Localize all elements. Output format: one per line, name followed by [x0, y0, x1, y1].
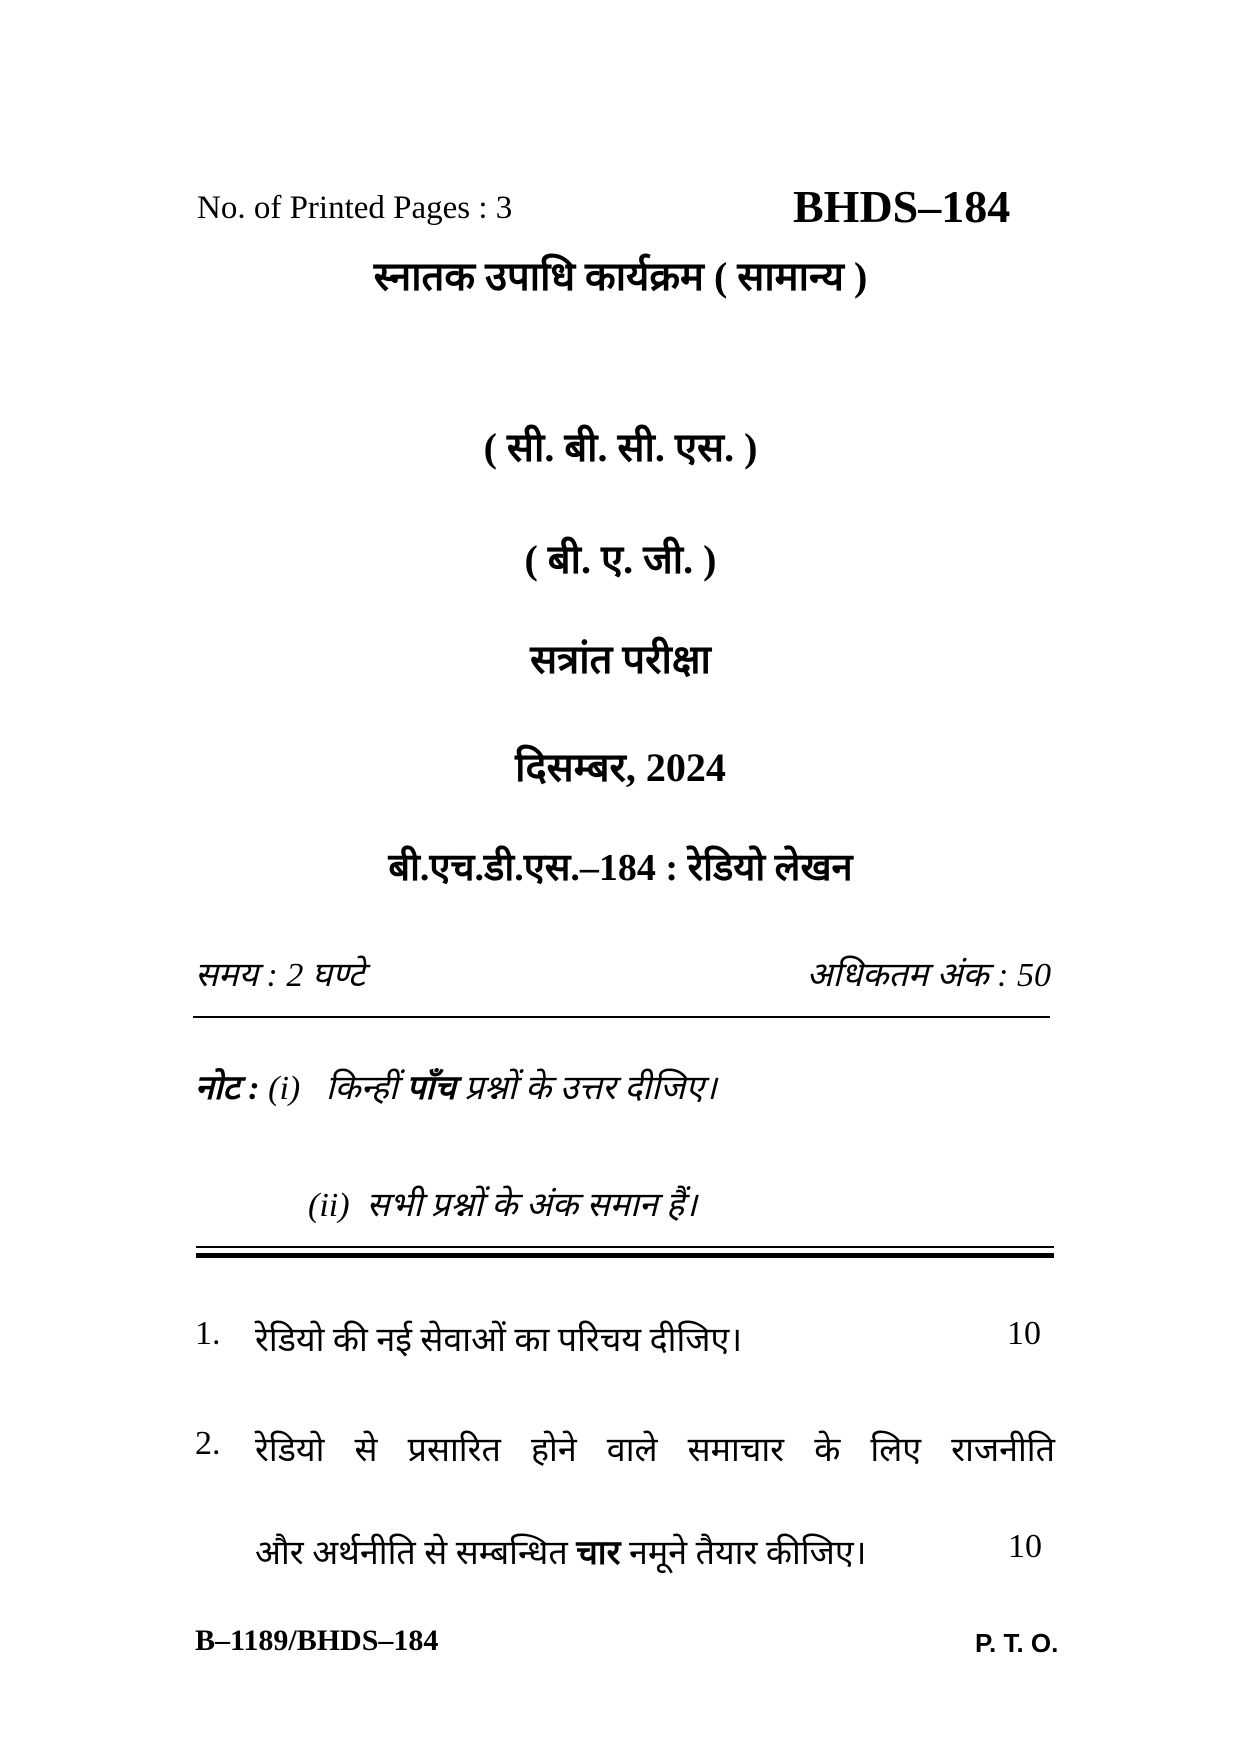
note-item-1	[195, 1063, 717, 1109]
course-code: BHDS–184	[793, 181, 1011, 232]
note-item-number: (i)	[268, 1070, 301, 1107]
please-turn-over: P. T. O.	[975, 1628, 1059, 1658]
exam-title: सत्रांत परीक्षा	[530, 637, 711, 682]
footer-code: B–1189/BHDS–184	[195, 1624, 439, 1657]
question-text: नमूने तैयार कीजिए।	[629, 1535, 867, 1572]
paper-title: बी.एच.डी.एस.–184 : रेडियो लेखन	[388, 847, 853, 889]
question-text: रेडियो से प्रसारित होने वाले समाचार के लिए राजनीति	[255, 1432, 1055, 1469]
question-marks: 10	[1008, 1528, 1042, 1565]
question-emphasis: चार	[576, 1535, 621, 1572]
maximum-marks: अधिकतम अंक : 50	[806, 957, 1051, 994]
session-date: दिसम्बर, 2024	[515, 745, 726, 790]
programme-title: स्नातक उपाधि कार्यक्रम ( सामान्य )	[373, 254, 868, 299]
question-number: 2.	[195, 1425, 221, 1462]
note-emphasis: पाँच	[406, 1070, 456, 1107]
note-item-number: (ii)	[308, 1187, 350, 1224]
question-number: 1.	[195, 1315, 221, 1352]
question-text: रेडियो की नई सेवाओं का परिचय दीजिए।	[255, 1322, 743, 1359]
scheme-title: ( सी. बी. सी. एस. )	[483, 425, 758, 470]
note-text: प्रश्नों के उत्तर दीजिए।	[464, 1070, 717, 1107]
note-text: सभी प्रश्नों के अंक समान हैं।	[366, 1187, 698, 1224]
double-divider-thin	[196, 1246, 1054, 1248]
double-divider-thick	[196, 1253, 1054, 1258]
question-text: और अर्थनीति से सम्बन्धित	[255, 1535, 568, 1572]
divider	[193, 1016, 1050, 1018]
question-text-continued	[255, 1528, 867, 1574]
note-item-2	[308, 1180, 697, 1226]
exam-duration: समय : 2 घण्टे	[195, 957, 365, 994]
note-label: नोट :	[195, 1070, 260, 1107]
degree-title: ( बी. ए. जी. )	[524, 537, 717, 582]
note-text: किन्हीं	[325, 1070, 398, 1107]
question-marks: 10	[1007, 1315, 1041, 1352]
printed-pages-count: No. of Printed Pages : 3	[197, 190, 513, 226]
